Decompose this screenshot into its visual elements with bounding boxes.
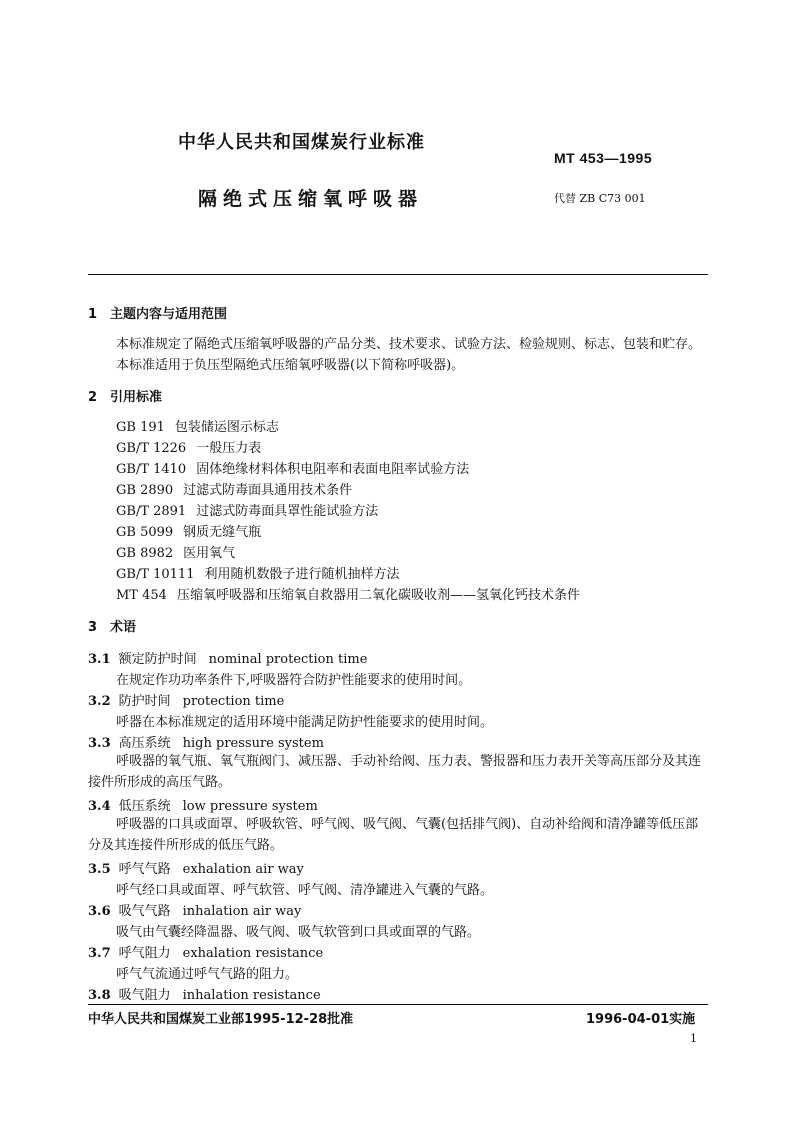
term-number: 3.3 (88, 736, 111, 751)
term-english: exhalation resistance (182, 946, 324, 961)
term-english: high pressure system (182, 736, 324, 751)
term-3-2 (88, 690, 284, 709)
term-chinese: 吸气气路 (118, 904, 171, 919)
reference-item (116, 416, 279, 435)
term-3-7 (88, 942, 323, 961)
term-chinese: 低压系统 (118, 799, 171, 814)
section-3-heading: 3 术语 (88, 620, 137, 635)
term-definition: 呼器在本标准规定的适用环境中能满足防护性能要求的使用时间。 (116, 715, 494, 730)
term-3-6 (88, 900, 301, 919)
reference-code: GB 2890 (116, 483, 174, 498)
reference-code: GB 191 (116, 420, 165, 435)
reference-code: GB/T 10111 (116, 567, 195, 582)
reference-title: 利用随机数骰子进行随机抽样方法 (204, 567, 400, 582)
term-number: 3.1 (88, 652, 111, 667)
term-number: 3.2 (88, 694, 111, 709)
term-english: inhalation air way (182, 904, 302, 919)
term-definition: 吸气由气囊经降温器、吸气阀、吸气软管到口具或面罩的气路。 (116, 925, 481, 940)
reference-item (116, 500, 378, 519)
term-3-3 (88, 732, 324, 751)
effective-date: 1996-04-01实施 (586, 1012, 696, 1027)
footer-divider (88, 1004, 708, 1005)
document-title: 隔绝式压缩氧呼吸器 (198, 188, 424, 210)
term-english: protection time (182, 694, 285, 709)
term-3-4 (88, 795, 318, 814)
reference-title: 固体绝缘材料体积电阻率和表面电阻率试验方法 (196, 462, 470, 477)
term-number: 3.8 (88, 988, 111, 1003)
header-divider (88, 274, 708, 275)
term-definition: 呼气气流通过呼气气路的阻力。 (116, 967, 299, 982)
reference-item (116, 521, 261, 540)
term-english: inhalation resistance (182, 988, 321, 1003)
section-1-paragraph-2: 本标准适用于负压型隔绝式压缩氧呼吸器(以下简称呼吸器)。 (116, 358, 465, 373)
reference-item (116, 563, 400, 582)
reference-title: 压缩氧呼吸器和压缩氧自救器用二氧化碳吸收剂——氢氧化钙技术条件 (176, 588, 580, 603)
term-number: 3.5 (88, 862, 111, 877)
term-chinese: 防护时间 (118, 694, 171, 709)
reference-title: 包装储运图示标志 (174, 420, 279, 435)
reference-title: 过滤式防毒面具通用技术条件 (183, 483, 353, 498)
term-number: 3.6 (88, 904, 111, 919)
term-number: 3.7 (88, 946, 111, 961)
term-chinese: 呼气气路 (118, 862, 171, 877)
term-chinese: 额定防护时间 (118, 652, 197, 667)
approval-note: 中华人民共和国煤炭工业部1995-12-28批准 (88, 1012, 354, 1027)
reference-title: 一般压力表 (196, 441, 262, 456)
reference-code: GB 8982 (116, 546, 174, 561)
term-english: exhalation air way (182, 862, 304, 877)
reference-code: GB/T 1226 (116, 441, 187, 456)
reference-title: 医用氧气 (183, 546, 236, 561)
term-chinese: 呼气阻力 (118, 946, 171, 961)
term-definition: 呼气经口具或面罩、呼气软管、呼气阀、清净罐进入气囊的气路。 (116, 883, 494, 898)
reference-code: GB/T 2891 (116, 504, 187, 519)
term-3-5 (88, 858, 304, 877)
term-english: low pressure system (182, 799, 318, 814)
term-definition: 呼吸器的口具或面罩、呼吸软管、呼气阀、吸气阀、气囊(包括排气阀)、自动补给阀和清净罐等低压部分及其连接件所形成的低压气路。 (88, 817, 699, 853)
page-number: 1 (690, 1032, 697, 1045)
reference-title: 钢质无缝气瓶 (183, 525, 262, 540)
standard-category-title: 中华人民共和国煤炭行业标准 (178, 132, 425, 153)
standard-number: MT 453—1995 (554, 150, 653, 166)
reference-item (116, 479, 352, 498)
section-2-heading: 2 引用标准 (88, 390, 163, 405)
reference-title: 过滤式防毒面具罩性能试验方法 (196, 504, 379, 519)
reference-item (116, 584, 580, 603)
term-chinese: 高压系统 (118, 736, 171, 751)
reference-code: GB/T 1410 (116, 462, 187, 477)
term-definition: 呼吸器的氧气瓶、氧气瓶阀门、减压器、手动补给阀、压力表、警报器和压力表开关等高压部分及其连接件所形成的高压气路。 (88, 754, 702, 790)
term-number: 3.4 (88, 799, 111, 814)
replaces-note: 代替 ZB C73 001 (554, 192, 646, 205)
section-1-paragraph-1: 本标准规定了隔绝式压缩氧呼吸器的产品分类、技术要求、试验方法、检验规则、标志、包装和贮存。 (116, 337, 702, 352)
reference-item (116, 542, 235, 561)
reference-code: MT 454 (116, 588, 167, 603)
reference-code: GB 5099 (116, 525, 174, 540)
term-english: nominal protection time (208, 652, 368, 667)
term-definition: 在规定作功功率条件下,呼吸器符合防护性能要求的使用时间。 (116, 673, 472, 688)
term-chinese: 吸气阻力 (118, 988, 171, 1003)
term-3-1 (88, 648, 367, 667)
reference-item (116, 437, 261, 456)
term-3-8 (88, 984, 321, 1003)
section-1-heading: 1 主题内容与适用范围 (88, 307, 228, 322)
reference-item (116, 458, 469, 477)
